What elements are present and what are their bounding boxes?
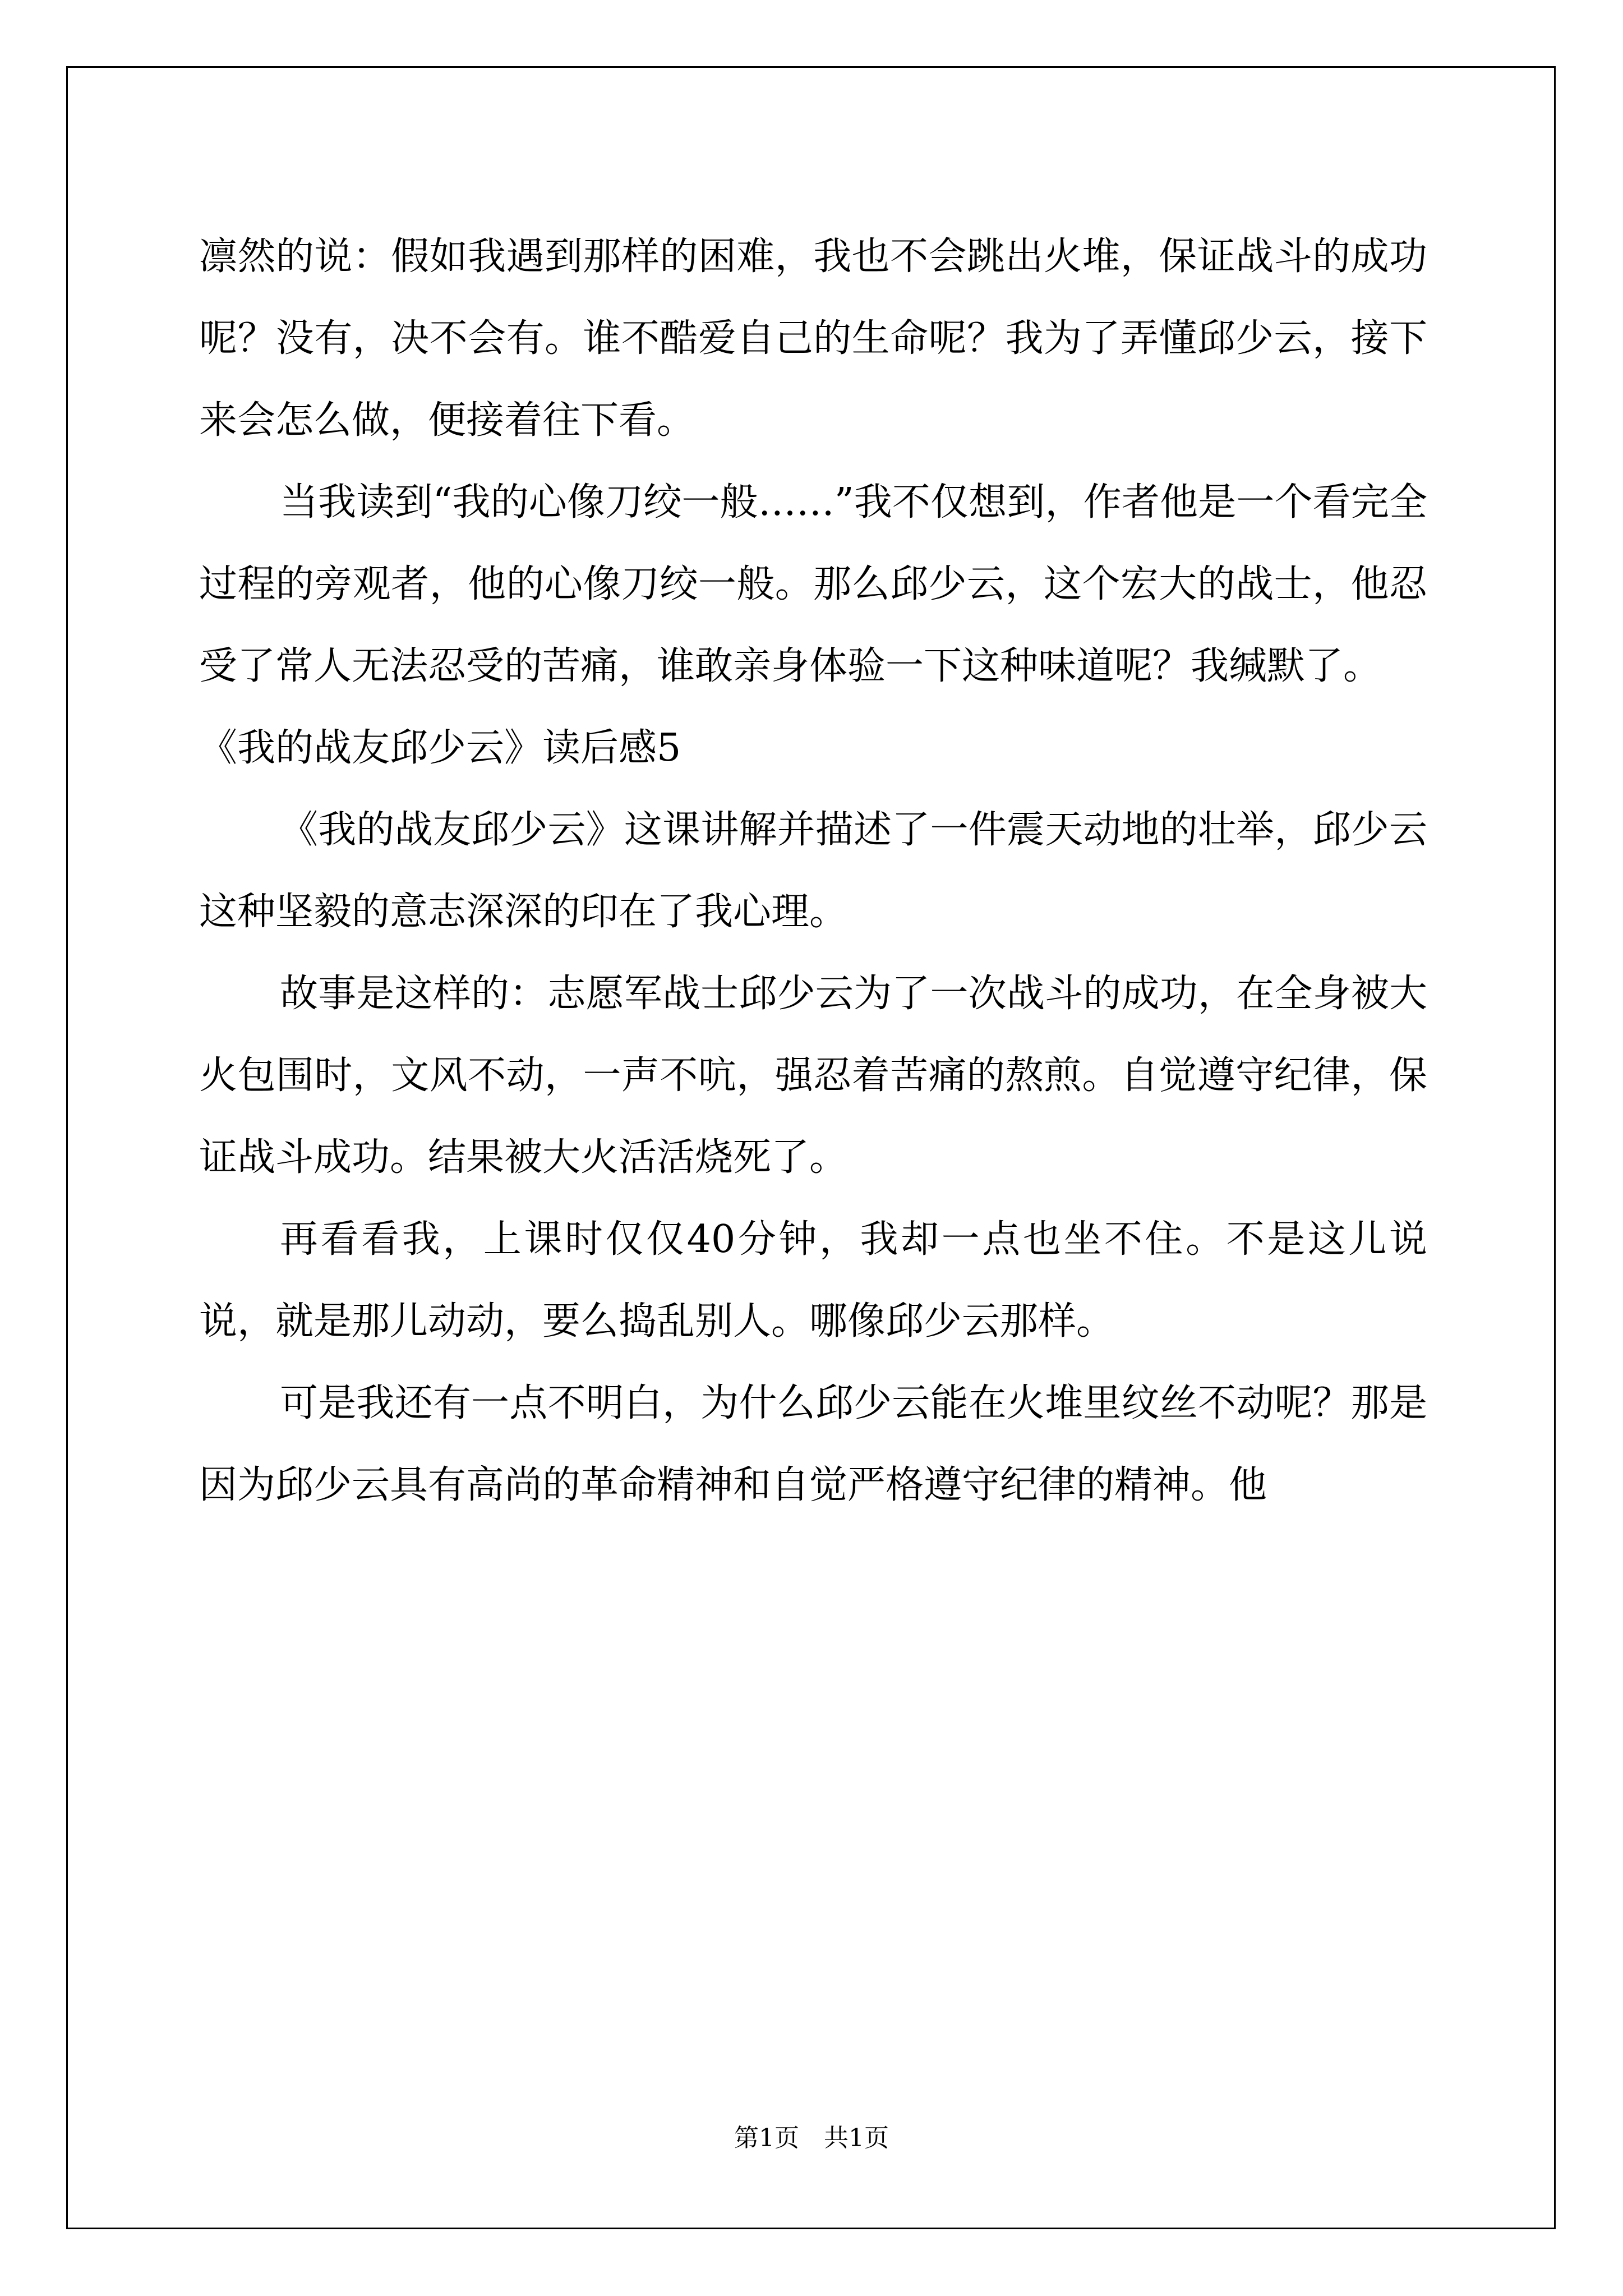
- paragraph: 可是我还有一点不明白，为什么邱少云能在火堆里纹丝不动呢？那是因为邱少云具有高尚的革命精神和自觉严格遵守纪律的精神。他: [199, 1381, 1427, 1507]
- paragraph: 《我的战友邱少云》这课讲解并描述了一件震天动地的壮举，邱少云这种坚毅的意志深深的印在了我心理。: [199, 808, 1427, 934]
- section-heading: 《我的战友邱少云》读后感5: [199, 726, 681, 770]
- page-footer: 第1页 共1页: [734, 2124, 889, 2152]
- paragraph: 故事是这样的：志愿军战士邱少云为了一次战斗的成功，在全身被大火包围时，文风不动，一声不吭，强忍着苦痛的熬煎。自觉遵守纪律，保证战斗成功。结果被大火活活烧死了。: [199, 972, 1427, 1180]
- document-body: [199, 216, 1427, 1526]
- paragraph: 凛然的说：假如我遇到那样的困难，我也不会跳出火堆，保证战斗的成功呢？没有，决不会有。谁不酷爱自己的生命呢？我为了弄懂邱少云，接下来会怎么做，便接着往下看。: [199, 234, 1427, 443]
- paragraph: 再看看我，上课时仅仅40分钟，我却一点也坐不住。不是这儿说说，就是那儿动动，要么捣乱别人。哪像邱少云那样。: [199, 1217, 1427, 1343]
- paragraph: 当我读到“我的心像刀绞一般……”我不仅想到，作者他是一个看完全过程的旁观者，他的心像刀绞一般。那么邱少云，这个宏大的战士，他忍受了常人无法忍受的苦痛，谁敢亲身体验一下这种味道呢？我缄默了。: [199, 480, 1427, 688]
